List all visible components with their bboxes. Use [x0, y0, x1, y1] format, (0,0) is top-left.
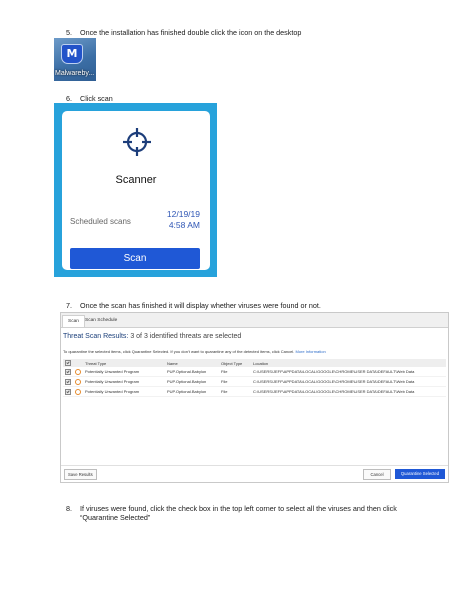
crosshair-icon	[122, 127, 152, 157]
hint-text: To quarantine the selected items, click Quarantine Selected. If you don't want to quarantine any of the detected items, click Cancel.	[63, 349, 295, 354]
cancel-button[interactable]: Cancel	[363, 469, 391, 480]
tab-scan[interactable]: Scan	[62, 315, 85, 327]
warning-icon	[75, 389, 81, 395]
table-header-row	[63, 359, 446, 367]
step-text: If viruses were found, click the check box in the top left corner to select all the viruses and then click	[80, 504, 397, 513]
col-threat-type[interactable]: Threat Type	[83, 359, 165, 367]
malwarebytes-desktop-icon[interactable]	[54, 38, 96, 81]
step-number: 5.	[66, 28, 72, 37]
table-row[interactable]	[63, 387, 446, 397]
step-5	[66, 28, 301, 37]
tab-scan-schedule[interactable]: Scan Schedule	[85, 318, 118, 323]
scanner-title: Scanner	[115, 174, 157, 186]
scheduled-time: 4:58 AM	[168, 220, 200, 230]
object-type: File	[219, 367, 251, 377]
threat-type: Potentially Unwanted Program	[83, 367, 165, 377]
row-checkbox[interactable]	[65, 389, 71, 395]
desktop-icon-label: Malwareby...	[55, 70, 95, 77]
results-title: Threat Scan Results:	[63, 333, 129, 340]
warning-icon	[75, 379, 81, 385]
object-type: File	[219, 387, 251, 397]
tab-bar	[61, 313, 448, 328]
save-results-button[interactable]: Save Results	[64, 469, 97, 480]
step-number: 7.	[66, 301, 72, 310]
select-all-checkbox[interactable]	[65, 360, 71, 366]
threat-name: PUP.Optional.Babylon	[165, 377, 219, 387]
more-information-link[interactable]: More Information	[295, 349, 326, 354]
action-bar	[61, 465, 448, 482]
table-row[interactable]	[63, 367, 446, 377]
row-checkbox[interactable]	[65, 369, 71, 375]
step-text: Click scan	[80, 94, 113, 103]
scheduled-scan-datetime	[167, 209, 200, 231]
step-7	[66, 301, 321, 310]
threat-location: C:\USERS\JEFF\APPDATA\LOCAL\GOOGLE\CHROME\USER DATA\DEFAULT\Web Data	[251, 367, 446, 377]
scan-button[interactable]: Scan	[70, 248, 200, 269]
threat-results-window	[60, 312, 449, 483]
col-object-type[interactable]: Object Type	[219, 359, 251, 367]
step-number: 6.	[66, 94, 72, 103]
results-count: 3 of 3 identified threats are selected	[130, 333, 242, 340]
step-8	[66, 504, 397, 522]
scheduled-scans-label: Scheduled scans	[70, 217, 131, 226]
results-heading	[63, 333, 241, 340]
step-text-continued: “Quarantine Selected”	[80, 513, 151, 522]
quarantine-hint	[63, 349, 326, 354]
col-name[interactable]: Name	[165, 359, 219, 367]
col-location[interactable]: Location	[251, 359, 446, 367]
step-number: 8.	[66, 504, 72, 513]
step-text: Once the scan has finished it will display whether viruses were found or not.	[80, 301, 321, 310]
scheduled-date: 12/19/19	[166, 209, 200, 219]
scanner-card	[62, 111, 210, 270]
threat-location: C:\USERS\JEFF\APPDATA\LOCAL\GOOGLE\CHROME\USER DATA\DEFAULT\Web Data	[251, 387, 446, 397]
threat-type: Potentially Unwanted Program	[83, 377, 165, 387]
threat-name: PUP.Optional.Babylon	[165, 387, 219, 397]
threat-type: Potentially Unwanted Program	[83, 387, 165, 397]
threat-location: C:\USERS\JEFF\APPDATA\LOCAL\GOOGLE\CHROME\USER DATA\DEFAULT\Web Data	[251, 377, 446, 387]
threats-table	[63, 359, 446, 397]
table-row[interactable]	[63, 377, 446, 387]
quarantine-selected-button[interactable]: Quarantine Selected	[395, 469, 445, 479]
step-6	[66, 94, 113, 103]
select-all-cell	[63, 359, 73, 367]
threat-name: PUP.Optional.Babylon	[165, 367, 219, 377]
object-type: File	[219, 377, 251, 387]
scanner-panel	[54, 103, 217, 277]
row-checkbox[interactable]	[65, 379, 71, 385]
step-text: Once the installation has finished double click the icon on the desktop	[80, 28, 302, 37]
warning-icon	[75, 369, 81, 375]
malwarebytes-logo-icon: M	[61, 44, 83, 64]
